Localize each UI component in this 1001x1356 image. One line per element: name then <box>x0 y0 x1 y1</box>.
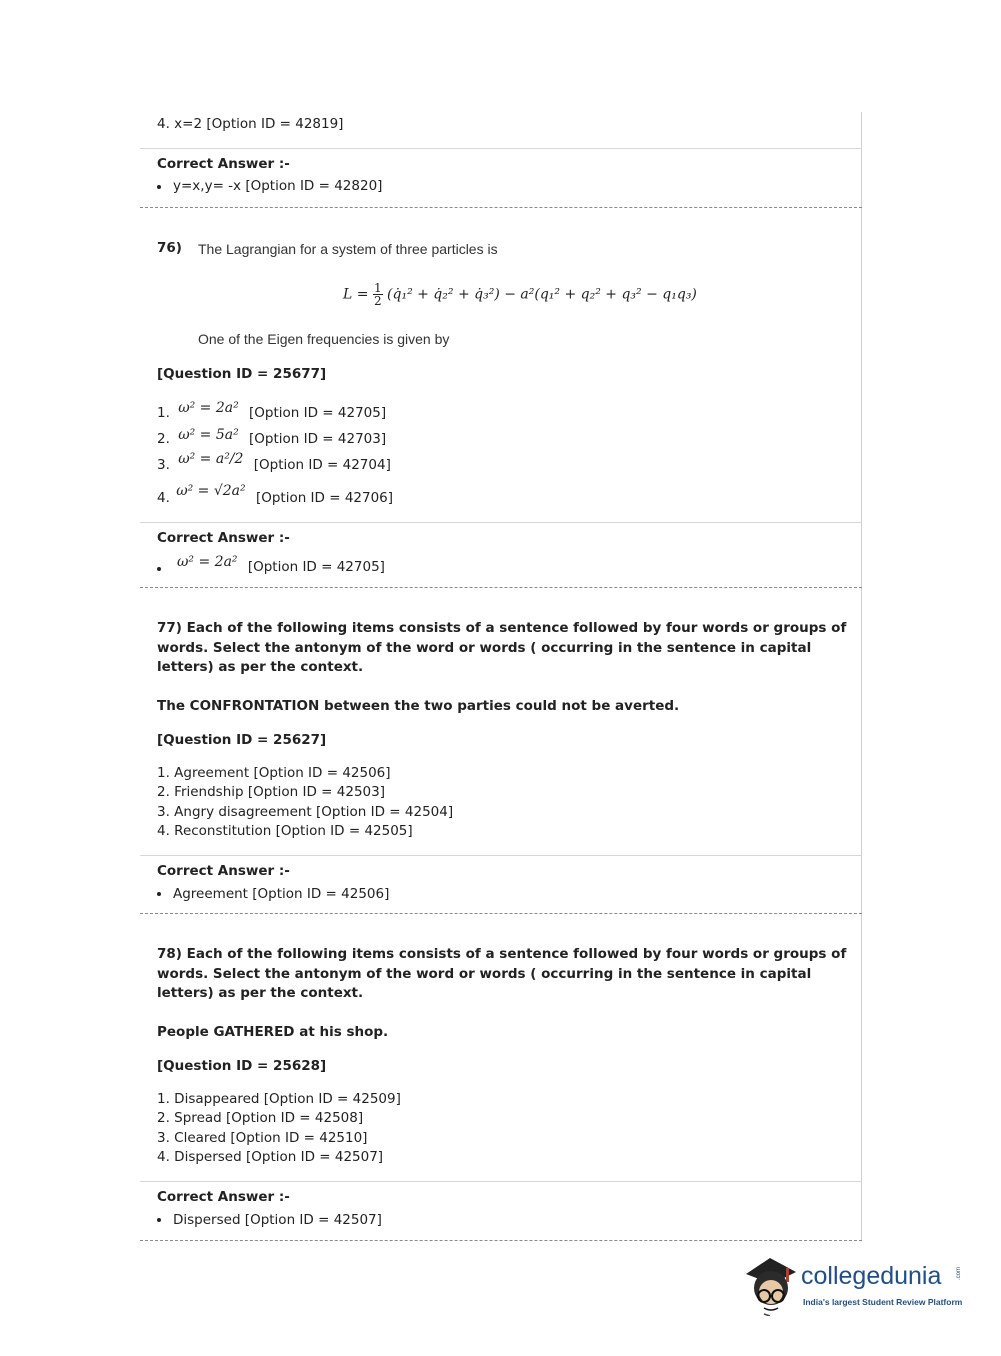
question-separator <box>140 1240 862 1241</box>
divider <box>140 1181 862 1182</box>
correct-option-id: [Option ID = 42705] <box>247 559 385 575</box>
option-number: 4. <box>157 490 170 506</box>
q76-prompt: One of the Eigen frequencies is given by <box>198 331 450 347</box>
q78-correct-heading: Correct Answer :- <box>157 1189 290 1205</box>
logo-suffix: .com <box>956 1266 962 1280</box>
bullet <box>157 1218 161 1222</box>
q75-correct-answer: y=x,y= -x [Option ID = 42820] <box>173 178 383 194</box>
eq-frac-num: 1 <box>373 281 382 295</box>
q78-question-text: 78) Each of the following items consists of a sentence followed by four words or groups of words. Select the antonym of the word or words ( occurring in the sentence in capital letters) as per the context. <box>157 946 847 1001</box>
question-separator <box>140 913 862 914</box>
eq-frac-den: 2 <box>373 294 382 308</box>
bullet <box>157 185 161 189</box>
option-formula: ω² = a²/2 <box>178 451 244 467</box>
divider <box>140 148 862 149</box>
brand-name: collegedunia <box>801 1262 942 1290</box>
option-number: 1. <box>157 405 170 421</box>
brand-tagline: India's largest Student Review Platform <box>803 1297 963 1307</box>
q78-option-2: 2. Spread [Option ID = 42508] <box>157 1110 364 1126</box>
q77-question-text: 77) Each of the following items consists of a sentence followed by four words or groups of words. Select the antonym of the word or words ( occurring in the sentence in capital letters) as per the context. <box>157 620 847 675</box>
mascot-icon <box>746 1258 796 1316</box>
question-separator <box>140 207 862 208</box>
q77-correct-heading: Correct Answer :- <box>157 863 290 879</box>
option-number: 3. <box>157 457 170 473</box>
q77-sentence: The CONFRONTATION between the two parties could not be averted. <box>157 698 680 714</box>
question-separator <box>140 587 862 588</box>
eq-fraction <box>373 282 383 307</box>
q76-number: 76) <box>157 240 182 256</box>
option-id: [Option ID = 42705] <box>249 405 387 421</box>
q76-question-id: [Question ID = 25677] <box>157 366 327 382</box>
q77-option-2: 2. Friendship [Option ID = 42503] <box>157 784 385 800</box>
q77-question-id: [Question ID = 25627] <box>157 732 327 748</box>
q77-option-3: 3. Angry disagreement [Option ID = 42504] <box>157 804 454 820</box>
q77-option-1: 1. Agreement [Option ID = 42506] <box>157 765 391 781</box>
q76-option-2 <box>157 427 387 448</box>
q75-option-4: 4. x=2 [Option ID = 42819] <box>157 116 344 132</box>
option-formula: ω² = 2a² <box>178 400 239 416</box>
option-number: 2. <box>157 431 170 447</box>
q78-option-1: 1. Disappeared [Option ID = 42509] <box>157 1091 401 1107</box>
q76-intro: The Lagrangian for a system of three particles is <box>198 241 498 257</box>
lagrangian-equation <box>343 282 697 307</box>
eq-lhs: L = <box>343 286 369 303</box>
eq-rest: (q̇₁² + q̇₂² + q̇₃²) − a²(q₁² + q₂² + q₃² − q₁q₃) <box>387 286 697 303</box>
q78-correct-answer: Dispersed [Option ID = 42507] <box>173 1212 382 1228</box>
q76-option-4 <box>157 483 394 507</box>
q76-option-3 <box>157 451 391 474</box>
correct-formula: ω² = 2a² <box>177 554 238 570</box>
option-id: [Option ID = 42706] <box>255 490 394 506</box>
option-id: [Option ID = 42704] <box>253 457 391 473</box>
q76-option-1 <box>157 400 387 422</box>
q78-option-4: 4. Dispersed [Option ID = 42507] <box>157 1149 384 1165</box>
q78-sentence: People GATHERED at his shop. <box>157 1024 389 1040</box>
q77-option-4: 4. Reconstitution [Option ID = 42505] <box>157 823 413 839</box>
option-formula: ω² = 5a² <box>178 427 239 443</box>
q76-correct-answer <box>177 554 385 576</box>
option-id: [Option ID = 42703] <box>249 431 387 447</box>
divider <box>140 855 862 856</box>
bullet <box>157 892 161 896</box>
q78-question-id: [Question ID = 25628] <box>157 1058 327 1074</box>
q77-correct-answer: Agreement [Option ID = 42506] <box>173 886 390 902</box>
option-formula: ω² = √2a² <box>176 483 246 499</box>
bullet <box>157 567 161 571</box>
q75-correct-heading: Correct Answer :- <box>157 156 290 172</box>
q76-correct-heading: Correct Answer :- <box>157 530 290 546</box>
divider <box>140 522 862 523</box>
q78-option-3: 3. Cleared [Option ID = 42510] <box>157 1130 368 1146</box>
